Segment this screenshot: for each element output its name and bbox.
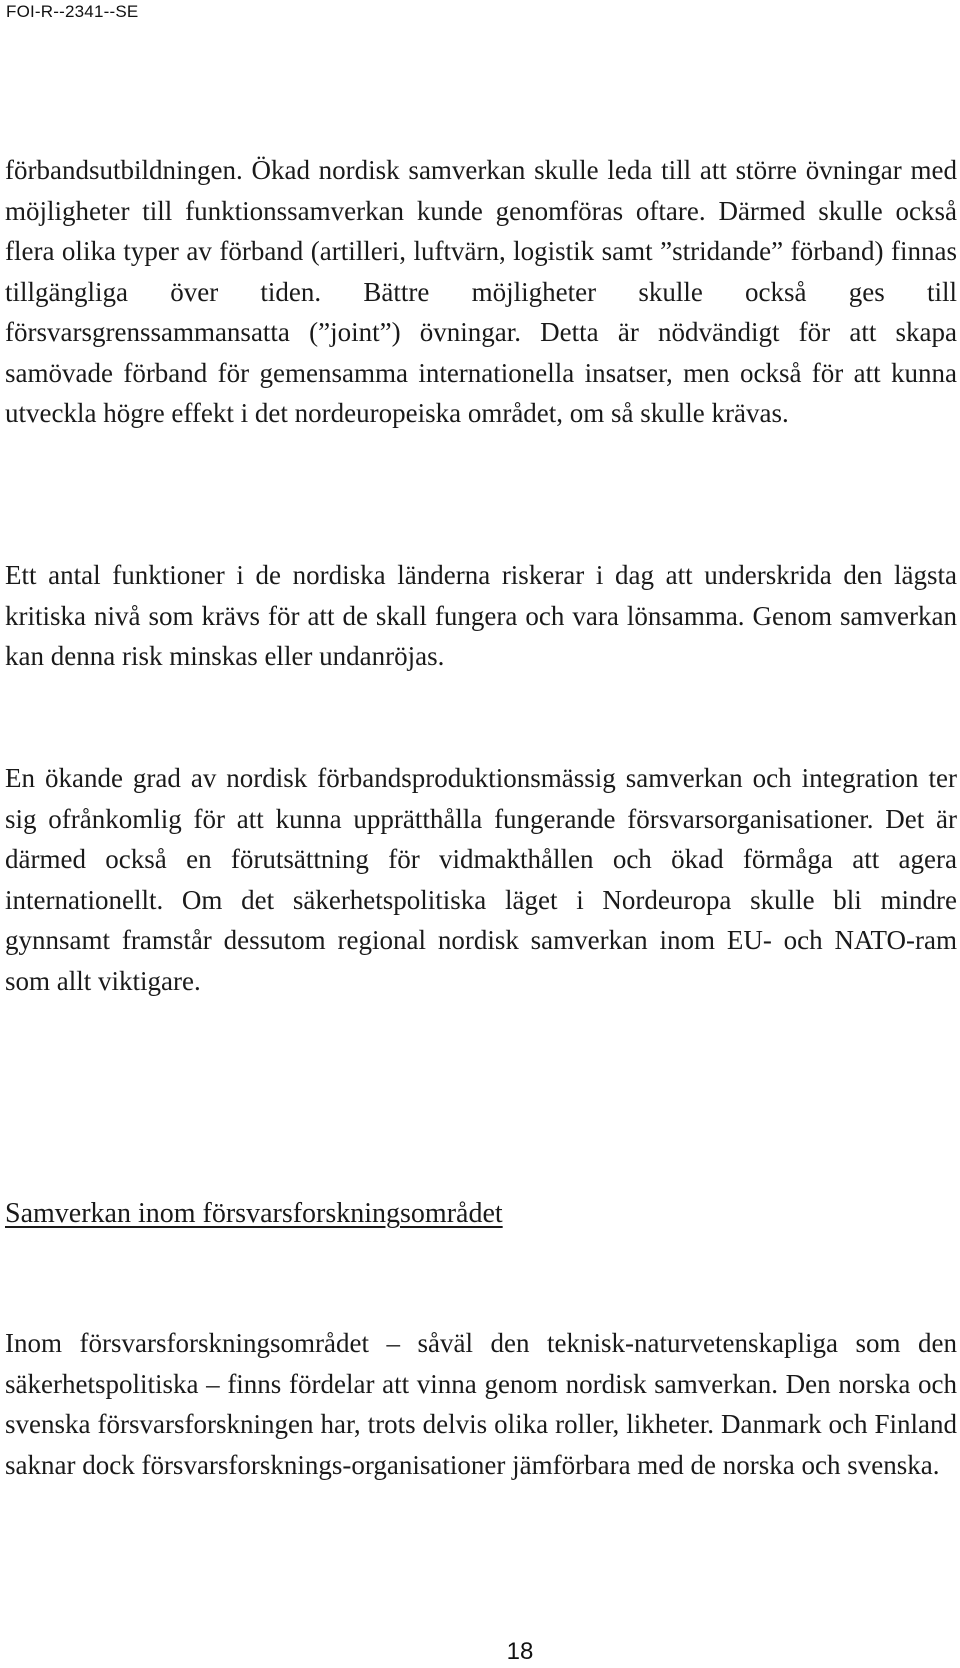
body-paragraph-4: Inom försvarsforskningsområdet – såväl den teknisk-naturvetenskapliga som den säkerhetspolitiska – finns fördelar att vinna genom nordisk samverkan. Den norska och svenska försvarsforskningen har, trots delvis olika roller, likheter. Danmark och Finland saknar dock försvarsforsknings-organisationer jämförbara med de norska och svenska.	[5, 1328, 957, 1480]
page-number: 18	[506, 1638, 534, 1665]
report-id-header: FOI-R--2341--SE	[6, 2, 139, 21]
body-paragraph-3: En ökande grad av nordisk förbandsproduktionsmässig samverkan och integration ter sig ofrånkomlig för att kunna upprätthålla fungerande försvarsorganisationer. Det är därmed också en förutsättning för vidmakthållen och ökad förmåga att agera internationellt. Om det säkerhetspolitiska läget i Nordeuropa skulle bli mindre gynnsamt framstår dessutom regional nordisk samverkan inom EU- och NATO-ram som allt viktigare.	[5, 763, 957, 996]
body-paragraph-2: Ett antal funktioner i de nordiska länderna riskerar i dag att underskrida den lägsta kritiska nivå som krävs för att de skall fungera och vara lönsamma. Genom samverkan kan denna risk minskas eller undanröjas.	[5, 560, 957, 671]
section-heading: Samverkan inom försvarsforskningsområdet	[5, 1198, 503, 1229]
body-paragraph-1: förbandsutbildningen. Ökad nordisk samverkan skulle leda till att större övningar med möjligheter till funktionssamverkan kunde genomföras oftare. Därmed skulle också flera olika typer av förband (artilleri, luftvärn, logistik samt ”stridande” förband) finnas tillgängliga över tiden. Bättre möjligheter skulle också ges till försvarsgrenssammansatta (”joint”) övningar. Detta är nödvändigt för att skapa samövade förband för gemensamma internationella insatser, men också för att kunna utveckla högre effekt i det nordeuropeiska området, om så skulle krävas.	[5, 155, 957, 428]
